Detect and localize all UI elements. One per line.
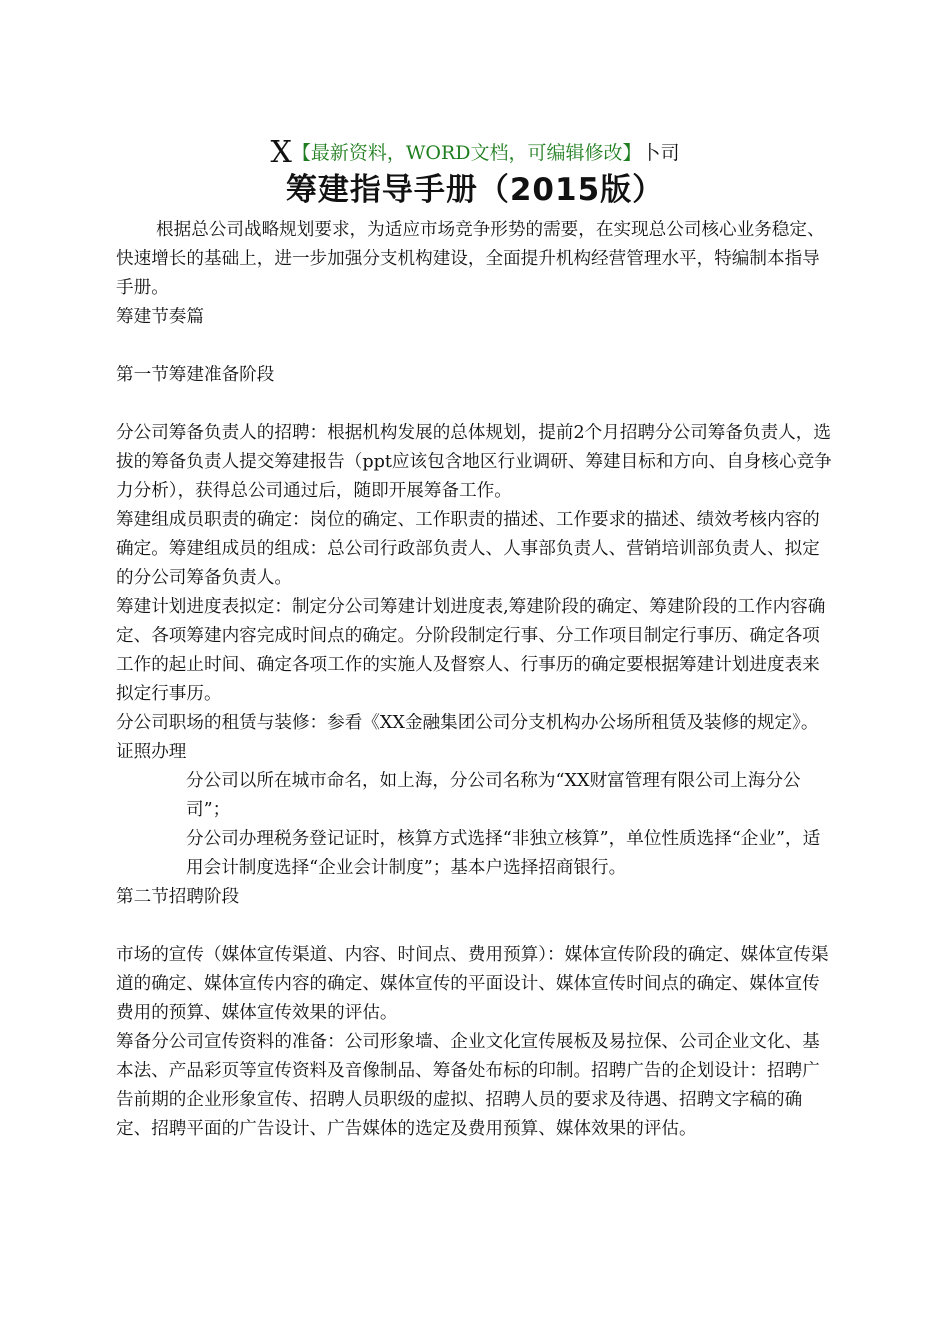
recruit-head-paragraph: 分公司筹备负责人的招聘：根据机构发展的总体规划，提前2个月招聘分公司筹备负责人，选拔的筹备负责人提交筹建报告（ppt应该包含地区行业调研、筹建目标和方向、自身核心竞争力分析），获得总公司通过后，随即开展筹备工作。	[116, 423, 832, 501]
document-body	[116, 216, 836, 1144]
section-1-title: 第一节筹建准备阶段	[116, 365, 275, 385]
header-tail: 卜司	[641, 142, 680, 164]
plan-paragraph: 筹建计划进度表拟定：制定分公司筹建计划进度表,筹建阶段的确定、筹建阶段的工作内容确定、各项筹建内容完成时间点的确定。分阶段制定行事、分工作项目制定行事历、确定各项工作的起止时间、确定各项工作的实施人及督察人、行事历的确定要根据筹建计划进度表来拟定行事历。	[116, 597, 826, 704]
header-tag: 【最新资料，WORD文档，可编辑修改】	[291, 142, 642, 164]
license-items	[116, 767, 826, 883]
blank-line	[116, 332, 836, 361]
intro-paragraph: 根据总公司战略规划要求，为适应市场竞争形势的需要，在实现总公司核心业务稳定、快速增长的基础上，进一步加强分支机构建设，全面提升机构经营管理水平，特编制本指导手册。	[116, 220, 825, 298]
license-title: 证照办理	[116, 742, 187, 762]
document-title: 筹建指导手册（2015版）	[285, 172, 665, 208]
blank-line	[116, 912, 836, 941]
blank-line	[116, 390, 836, 419]
lease-paragraph: 分公司职场的租赁与装修：参看《XX金融集团公司分支机构办公场所租赁及装修的规定》。	[116, 713, 819, 733]
document-header	[0, 136, 950, 170]
license-item-1: 分公司以所在城市命名，如上海，分公司名称为“XX财富管理有限公司上海分公司”；	[186, 771, 801, 820]
materials-paragraph: 筹备分公司宣传资料的准备：公司形象墙、企业文化宣传展板及易拉保、公司企业文化、基本法、产品彩页等宣传资料及音像制品、筹备处布标的印制。招聘广告的企划设计：招聘广告前期的企业形象宣传、招聘人员职级的虚拟、招聘人员的要求及待遇、招聘文字稿的确定、招聘平面的广告设计、广告媒体的选定及费用预算、媒体效果的评估。	[116, 1032, 820, 1139]
team-paragraph: 筹建组成员职责的确定：岗位的确定、工作职责的描述、工作要求的描述、绩效考核内容的确定。筹建组成员的组成：总公司行政部负责人、人事部负责人、营销培训部负责人、拟定的分公司筹备负责人。	[116, 510, 820, 588]
header-lead: X	[270, 135, 292, 170]
media-paragraph: 市场的宣传（媒体宣传渠道、内容、时间点、费用预算）：媒体宣传阶段的确定、媒体宣传渠道的确定、媒体宣传内容的确定、媒体宣传的平面设计、媒体宣传时间点的确定、媒体宣传费用的预算、媒体宣传效果的评估。	[116, 945, 829, 1023]
section-2-title: 第二节招聘阶段	[116, 887, 240, 907]
license-item-2: 分公司办理税务登记证时，核算方式选择“非独立核算”，单位性质选择“企业”，适用会计制度选择“企业会计制度”；基本户选择招商银行。	[186, 829, 821, 878]
section-title: 筹建节奏篇	[116, 307, 204, 327]
